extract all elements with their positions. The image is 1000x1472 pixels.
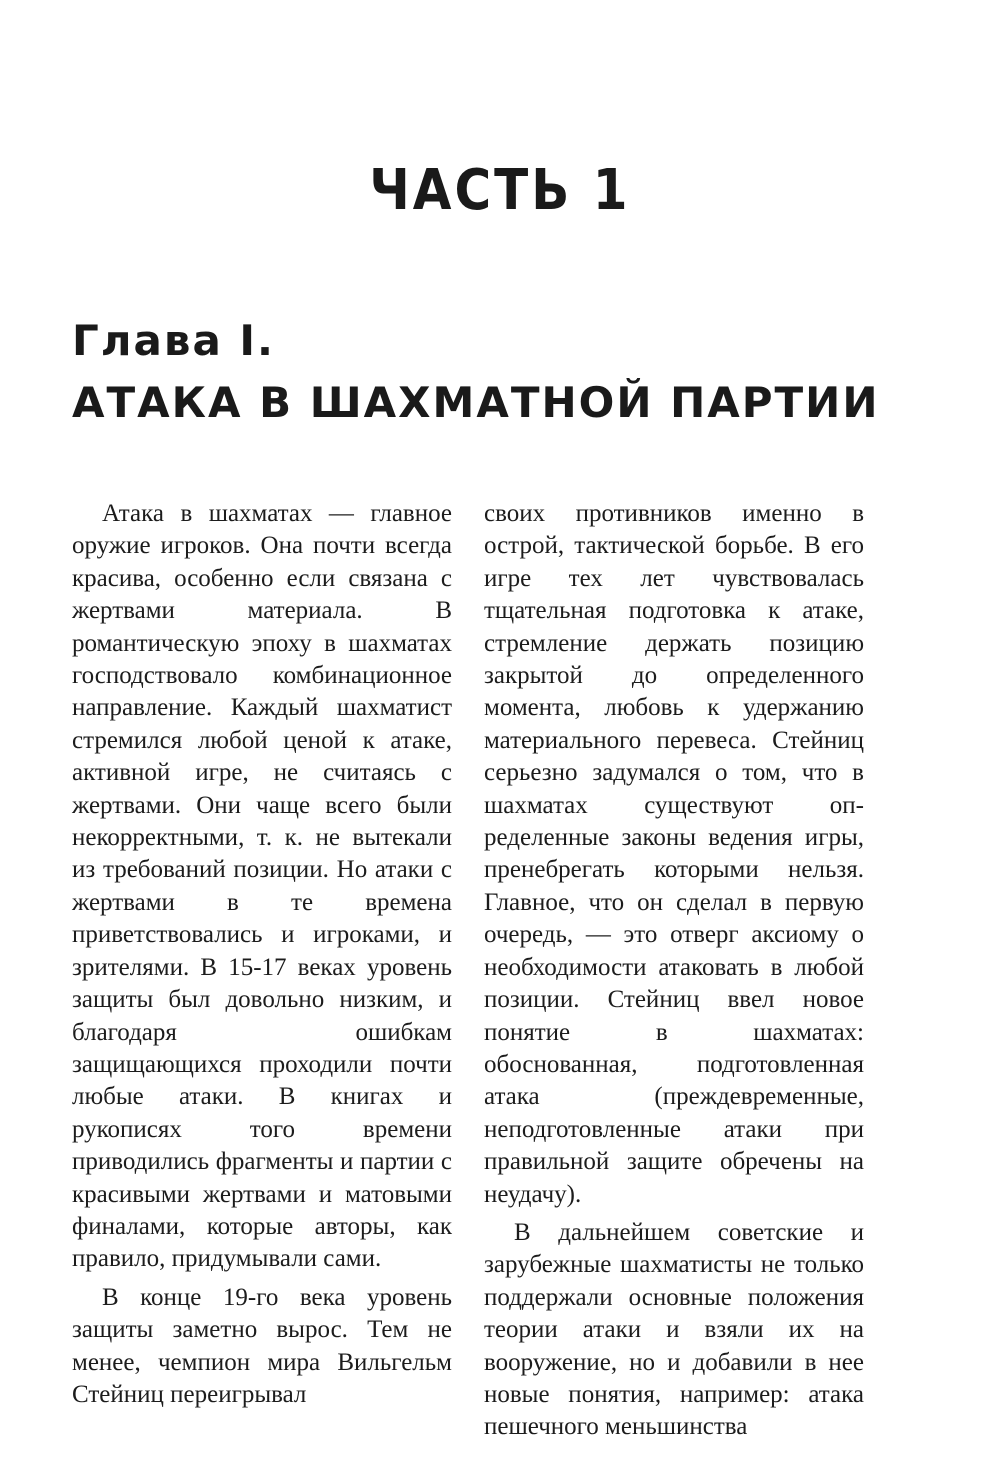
right-text-column: [484, 498, 864, 1444]
paragraph: своих противников именно в острой, тактической борьбе. В его игре тех лет чувствовалась тщательная подготовка к атаке, стремление держать позицию закрытой до определенного момента, любовь к удержанию материального перевеса. Стейниц серьезно задумался о том, что в шахматах существуют определенные законы ведения игры, пренебрегать которыми нельзя. Главное, что он сделал в первую очередь, — это отверг аксиому о необходимости атаковать в любой позиции. Стейниц ввел новое понятие в шахматах: обоснованная, подготовленная атака (преждевременные, неподготовленные атаки при правильной защите обречены на неудачу).: [484, 500, 864, 1208]
paragraph: Атака в шахматах — главное оружие игроков. Она почти всегда красива, особенно если связана с жертвами материала. В романтическую эпоху в шахматах господствовало комбинационное направление. Каждый шахматист стремился любой ценой к атаке, активной игре, не считаясь с жертвами. Они чаще всего были некорректными, т. к. не вытекали из требований позиции. Но атаки с жертвами в те времена приветствовались и игроками, и зрителями. В 15-17 веках уровень защиты был довольно низким, и благодаря ошибкам защищающихся проходили почти любые атаки. В книгах и рукописях того времени приводились фрагменты и партии с красивыми жертвами и матовыми финалами, которые авторы, как правило, придумывали сами.: [72, 500, 452, 1273]
chapter-title: АТАКА В ШАХМАТНОЙ ПАРТИИ: [72, 378, 880, 427]
chapter-heading: [72, 312, 932, 432]
paragraph: В дальнейшем советские и зарубежные шахматисты не только поддержали основные положения теории атаки и взяли их на вооружение, но и добавили в нее новые понятия, например: атака пешечного меньшинства: [484, 1218, 864, 1441]
chapter-label: Глава I.: [72, 316, 275, 365]
paragraph: В конце 19-го века уровень защиты заметно вырос. Тем не менее, чемпион мира Вильгельм Стейниц переигрывал: [72, 1283, 452, 1408]
left-text-column: [72, 498, 452, 1411]
part-title: ЧАСТЬ 1: [369, 157, 631, 223]
